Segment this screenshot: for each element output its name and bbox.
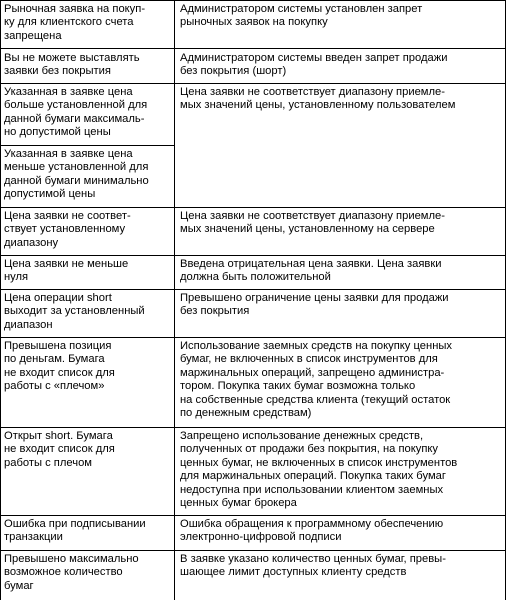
table-row-divider: [0, 289, 506, 290]
table-row-divider: [0, 515, 506, 516]
error-reason: Цена заявки не соответствует диапазону приемле- мых значений цены, установленному на сервере: [180, 210, 445, 236]
error-reason: Превышено ограничение цены заявки для продажи без покрытия: [180, 292, 449, 318]
error-message: Вы не можете выставлять заявки без покрытия: [4, 52, 140, 78]
error-reason: Администратором системы введен запрет продажи без покрытия (шорт): [180, 52, 448, 78]
table-row-divider: [0, 48, 506, 49]
error-message: Указанная в заявке цена больше установленной для данной бумаги максималь- но допустимой цены: [4, 86, 148, 139]
error-reason: Ошибка обращения к программному обеспечению электронно-цифровой подписи: [180, 518, 444, 544]
error-message: Превышено максимально возможное количество бумаг: [4, 553, 139, 592]
table-row-divider: [0, 0, 506, 1]
table-row-divider: [0, 145, 175, 146]
table-column-divider: [174, 0, 175, 600]
error-reason: Запрещено использование денежных средств, полученных от продажи без покрытия, на покупку ценных бумаг, не включенных в список инструментов для маржинальных операций. Покупка таких бумаг недоступна при использовании клиентом заемных ценных бумаг брокера: [180, 430, 458, 510]
error-message: Цена заявки не соответ- ствует установленному диапазону: [4, 210, 131, 249]
table-row-divider: [0, 550, 506, 551]
error-reason: Введена отрицательная цена заявки. Цена заявки должна быть положительной: [180, 258, 442, 284]
table-row-divider: [0, 255, 506, 256]
table-border-left: [0, 0, 1, 600]
error-message: Превышена позиция по деньгам. Бумага не входит список для работы с «плечом»: [4, 340, 115, 393]
error-message: Открыт short. Бумага не входит список для работы с плечом: [4, 430, 115, 469]
error-message: Цена заявки не меньше нуля: [4, 258, 129, 284]
error-message: Ошибка при подписывании транзакции: [4, 518, 146, 544]
table-row-divider: [0, 337, 506, 338]
error-reason: В заявке указано количество ценных бумаг, превы- шающее лимит доступных клиенту средств: [180, 553, 446, 579]
table-row-divider: [0, 427, 506, 428]
error-message: Рыночная заявка на покуп- ку для клиентского счета запрещена: [4, 3, 146, 42]
error-reason: Администратором системы установлен запрет рыночных заявок на покупку: [180, 3, 423, 29]
table-row-divider: [0, 83, 506, 84]
error-message: Указанная в заявке цена меньше установленной для данной бумаги минимально допустимой цены: [4, 148, 149, 201]
error-reason: Цена заявки не соответствует диапазону приемле- мых значений цены, установленному пользователем: [180, 86, 456, 112]
error-message: Цена операции short выходит за установленный диапазон: [4, 292, 145, 331]
table-row-divider: [0, 207, 506, 208]
error-reason: Использование заемных средств на покупку ценных бумаг, не включенных в список инструментов для маржинальных операций, запрещено администра- тором. Покупка таких бумаг возможна только на собственные средства клиента (текущий остаток по денежным средствам): [180, 340, 453, 420]
